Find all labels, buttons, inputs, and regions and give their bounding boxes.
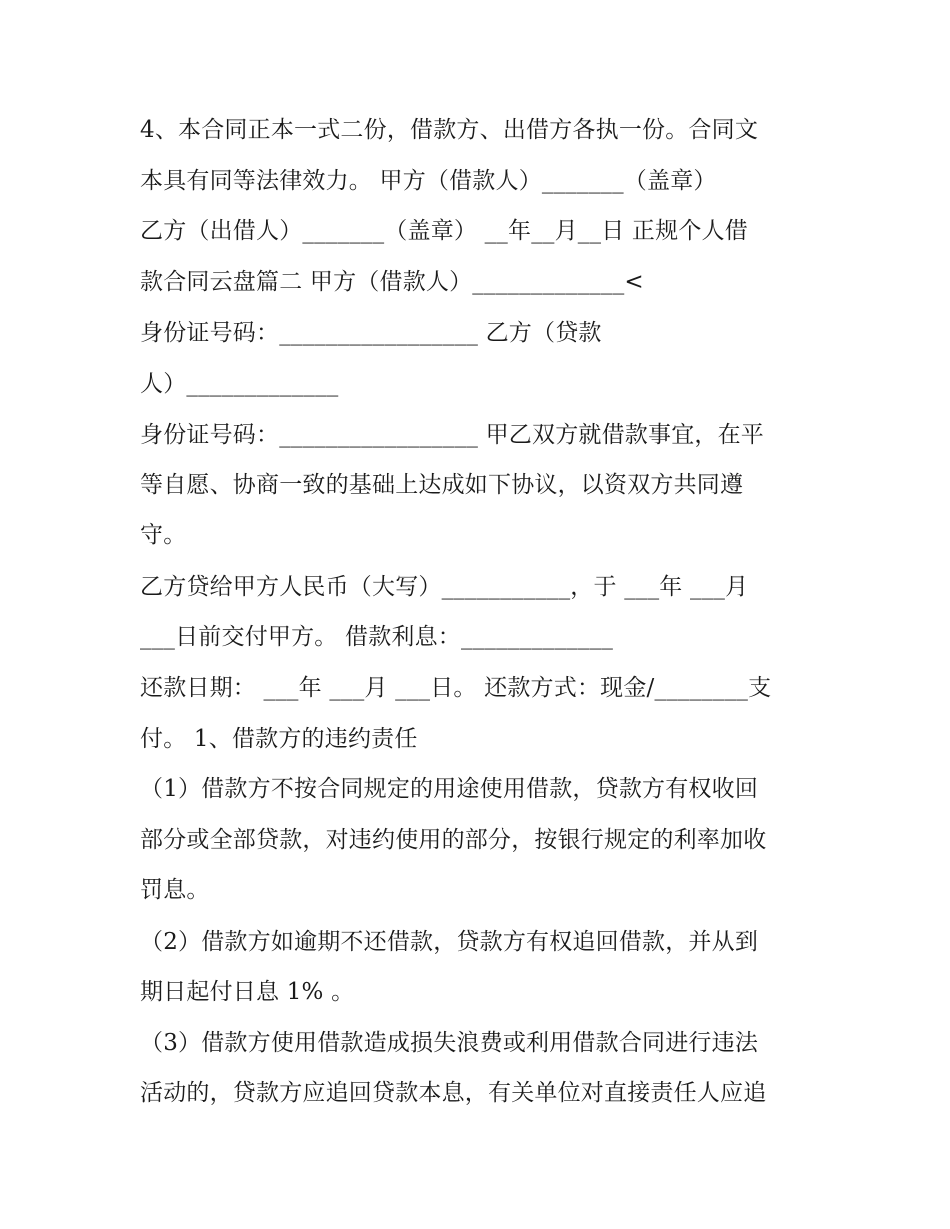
text-line: 4、本合同正本一式二份，借款方、出借方各执一份。合同文 [140,117,759,143]
text-line: ___日前交付甲方。 借款利息：_____________ [140,624,614,650]
text-line: 等自愿、协商一致的基础上达成如下协议，以资双方共同遵 [140,472,744,498]
text-line: 款合同云盘篇二 甲方（借款人）_____________< [140,269,644,295]
text-line: 身份证号码：_________________ 乙方（贷款 [140,320,602,346]
text-line: 守。 [140,522,187,548]
text-line: 期日起付日息 1% 。 [140,979,355,1005]
text-line: 活动的，贷款方应追回贷款本息，有关单位对直接责任人应追 [140,1080,767,1106]
text-line: 付。 1、借款方的违约责任 [140,726,418,752]
text-line: （1）借款方不按合同规定的用途使用借款，贷款方有权收回 [140,776,759,802]
text-line: 乙方（出借人）_______（盖章） __年__月__日 正规个人借 [140,218,748,244]
text-line: 人）_____________ [140,371,339,397]
text-line: 乙方贷给甲方人民币（大写）___________，于 ___年 ___月 [140,574,749,600]
text-line: （2）借款方如逾期不还借款，贷款方有权追回借款，并从到 [140,929,759,955]
text-line: 部分或全部贷款，对违约使用的部分，按银行规定的利率加收 [140,827,767,853]
text-line: 还款日期： ___年 ___月 ___日。 还款方式：现金/________支 [140,675,772,701]
text-line: 身份证号码：_________________ 甲乙双方就借款事宜，在平 [140,422,765,448]
text-line: 罚息。 [140,877,210,903]
text-line: （3）借款方使用借款造成损失浪费或利用借款合同进行违法 [140,1030,759,1056]
text-line: 本具有同等法律效力。 甲方（借款人）_______（盖章） [140,168,717,194]
